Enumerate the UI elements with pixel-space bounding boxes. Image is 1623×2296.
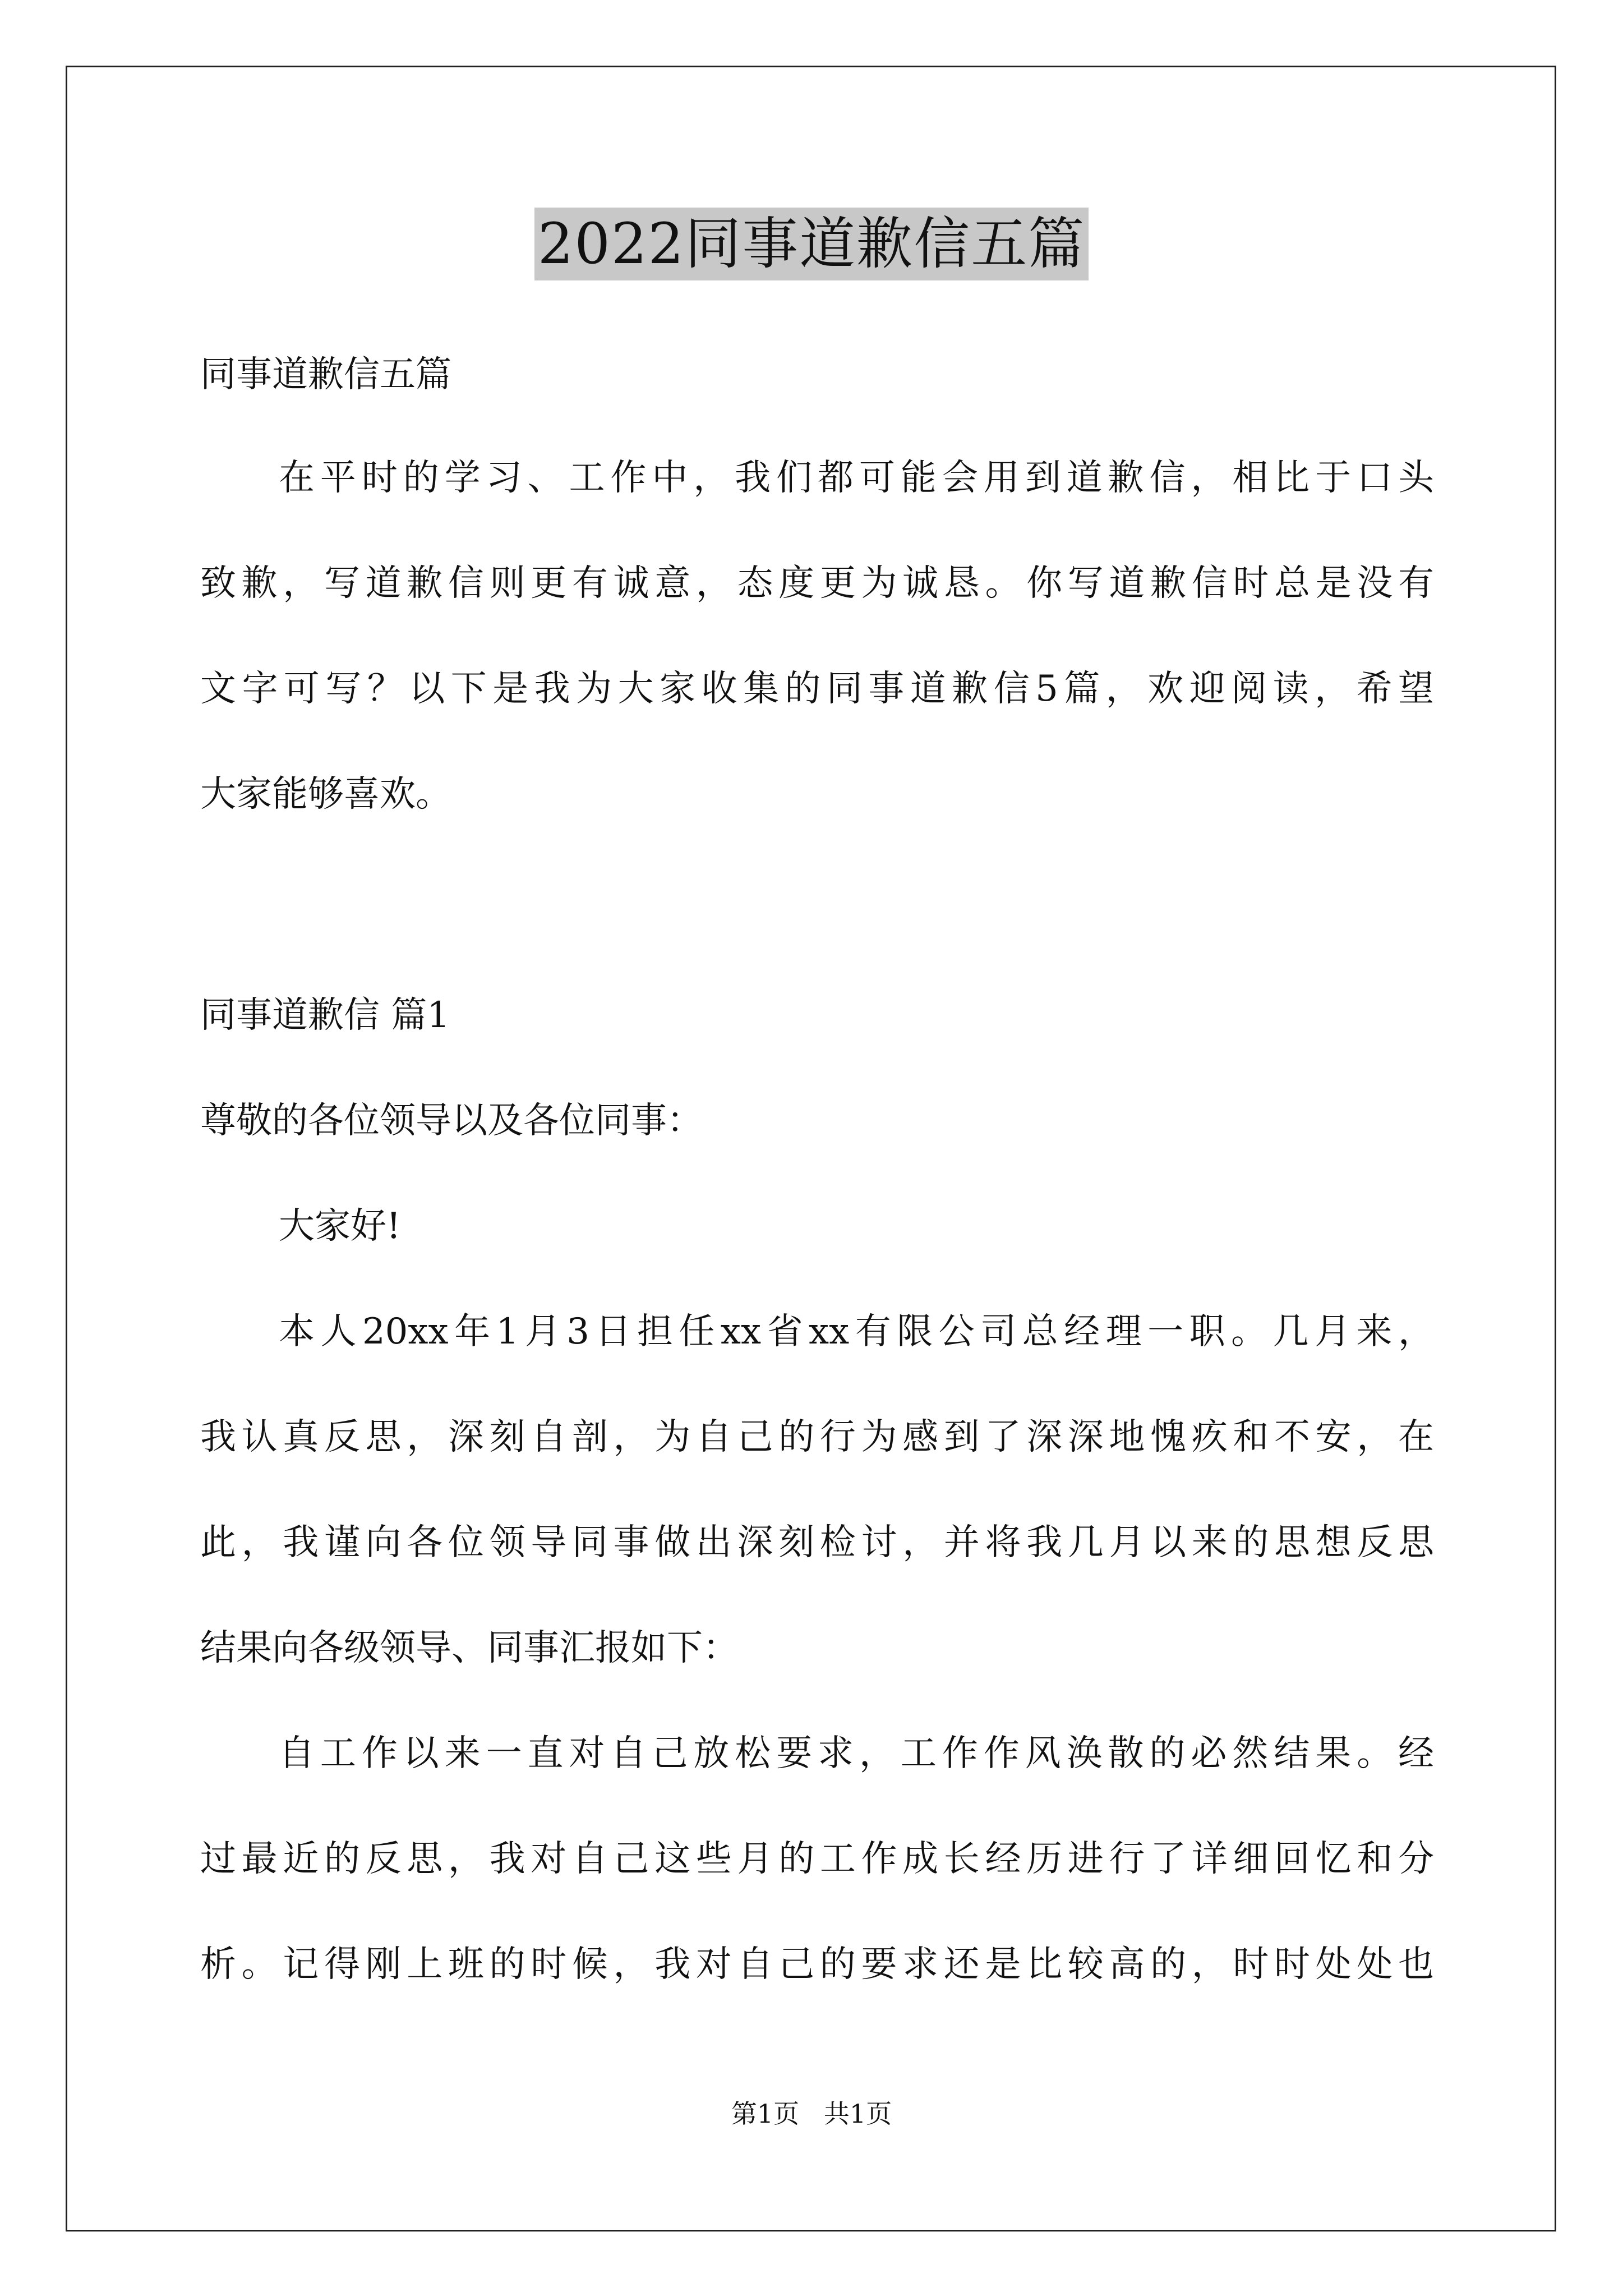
greeting-line: 大家好! (279, 1205, 401, 1247)
paragraph-line: 我认真反思，深刻自剖，为自己的行为感到了深深地愧疚和不安，在 (200, 1416, 1434, 1458)
title-wrapper (0, 208, 1623, 280)
paragraph-line: 析。记得刚上班的时候，我对自己的要求还是比较高的，时时处处也 (200, 1944, 1434, 1985)
paragraph-line: 过最近的反思，我对自己这些月的工作成长经历进行了详细回忆和分 (200, 1838, 1434, 1880)
paragraph-line: 本人20xx年1月3日担任xx省xx有限公司总经理一职。几月来， (279, 1311, 1434, 1352)
paragraph-line: 自工作以来一直对自己放松要求，工作作风涣散的必然结果。经 (279, 1733, 1434, 1774)
paragraph-line: 此，我谨向各位领导同事做出深刻检讨，并将我几月以来的思想反思 (200, 1522, 1434, 1563)
section-heading: 同事道歉信 篇1 (200, 995, 450, 1036)
paragraph-line: 大家能够喜欢。 (200, 774, 451, 815)
subtitle-line: 同事道歉信五篇 (200, 354, 451, 395)
paragraph-line: 在平时的学习、工作中，我们都可能会用到道歉信，相比于口头 (279, 457, 1434, 499)
paragraph-line: 致歉，写道歉信则更有诚意，态度更为诚恳。你写道歉信时总是没有 (200, 563, 1434, 604)
paragraph-line: 文字可写？以下是我为大家收集的同事道歉信5篇，欢迎阅读，希望 (200, 668, 1434, 710)
paragraph-line: 结果向各级领导、同事汇报如下： (200, 1627, 739, 1669)
page-footer: 第1页 共1页 (731, 2099, 892, 2129)
salutation-line: 尊敬的各位领导以及各位同事： (200, 1100, 703, 1142)
document-title: 2022同事道歉信五篇 (534, 208, 1089, 280)
